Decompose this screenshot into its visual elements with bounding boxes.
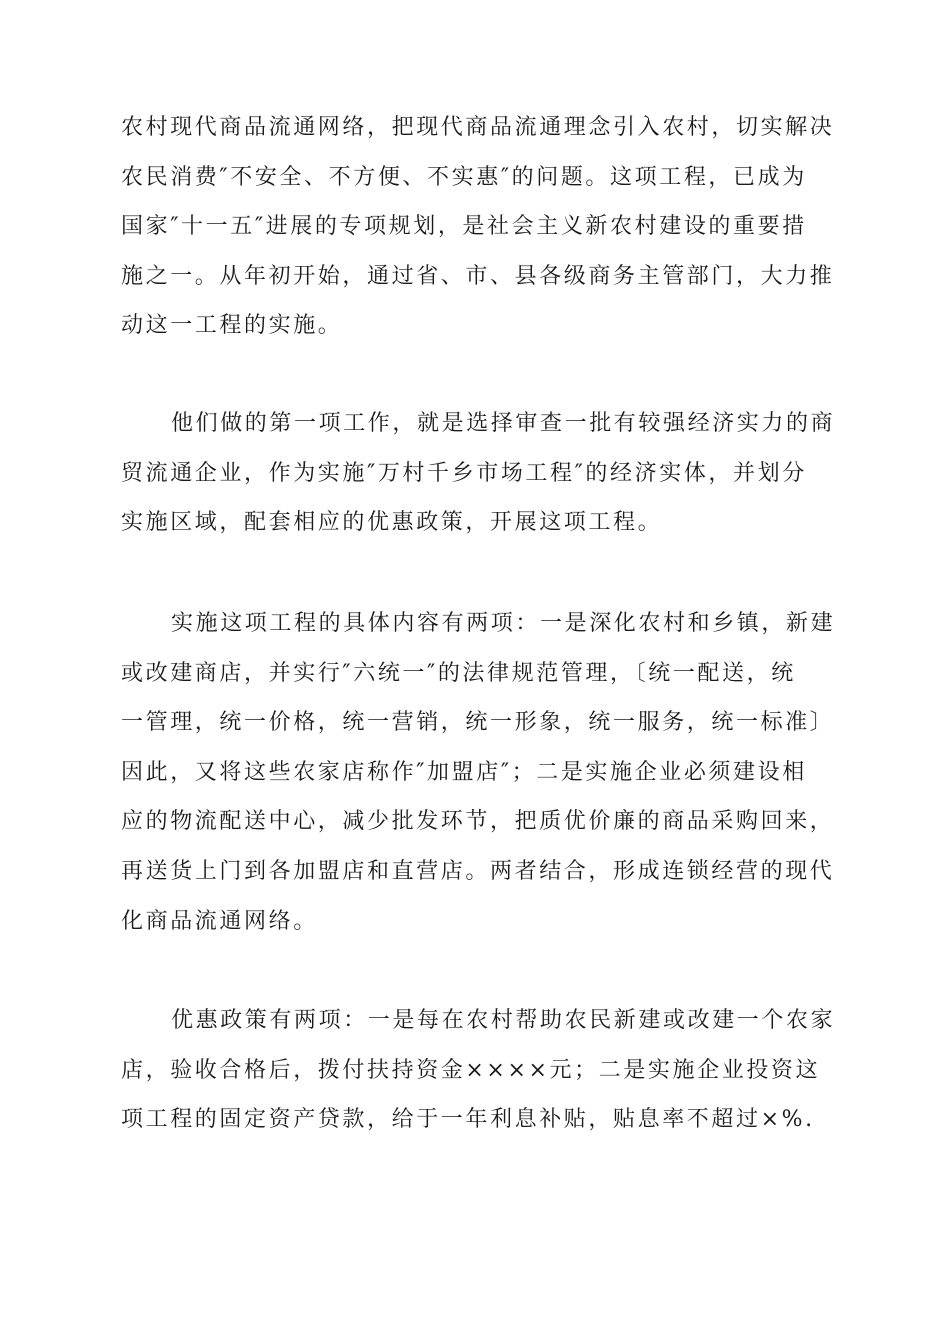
text-line: 动这一工程的实施。 bbox=[121, 313, 343, 339]
paragraph-1 bbox=[121, 103, 841, 351]
text-line: 贸流通企业，作为实施″万村千乡市场工程″的经济实体，并划分 bbox=[121, 460, 807, 486]
text-line: 实施区域，配套相应的优惠政策，开展这项工程。 bbox=[121, 510, 663, 536]
text-line: 农民消费″不安全、不方便、不实惠″的问题。这项工程，已成为 bbox=[121, 164, 807, 190]
text-line: 国家″十一五″进展的专项规划，是社会主义新农村建设的重要措 bbox=[121, 214, 807, 240]
text-line: 农村现代商品流通网络，把现代商品流通理念引入农村，切实解决 bbox=[121, 115, 835, 140]
text-line: 施之一。从年初开始，通过省、市、县各级商务主管部门，大力推 bbox=[121, 263, 835, 289]
text-line: 或改建商店，并实行″六统一″的法律规范管理，〔统一配送，统 bbox=[121, 660, 796, 686]
text-line: 他们做的第一项工作，就是选择审查一批有较强经济实力的商 bbox=[171, 411, 836, 436]
paragraph-3 bbox=[121, 599, 841, 946]
text-line: 因此，又将这些农家店称作″加盟店″；二是实施企业必须建设相 bbox=[121, 759, 807, 785]
paragraph-2 bbox=[121, 399, 841, 548]
text-line: 应的物流配送中心，减少批发环节，把质优价廉的商品采购回来， bbox=[121, 809, 835, 835]
text-line: 店，验收合格后，拨付扶持资金××××元；二是实施企业投资这 bbox=[121, 1057, 821, 1083]
paragraph-4 bbox=[121, 996, 841, 1145]
text-line: 一管理，统一价格，统一营销，统一形象，统一服务，统一标准〕 bbox=[121, 710, 835, 736]
text-line: 再送货上门到各加盟店和直营店。两者结合，形成连锁经营的现代 bbox=[121, 858, 835, 884]
text-line: 化商品流通网络。 bbox=[121, 908, 318, 934]
text-line: 优惠政策有两项：一是每在农村帮助农民新建或改建一个农家 bbox=[171, 1008, 836, 1033]
text-line: 项工程的固定资产贷款，给于一年利息补贴，贴息率不超过×%. bbox=[121, 1107, 815, 1133]
text-line: 实施这项工程的具体内容有两项：一是深化农村和乡镇，新建 bbox=[171, 611, 836, 636]
